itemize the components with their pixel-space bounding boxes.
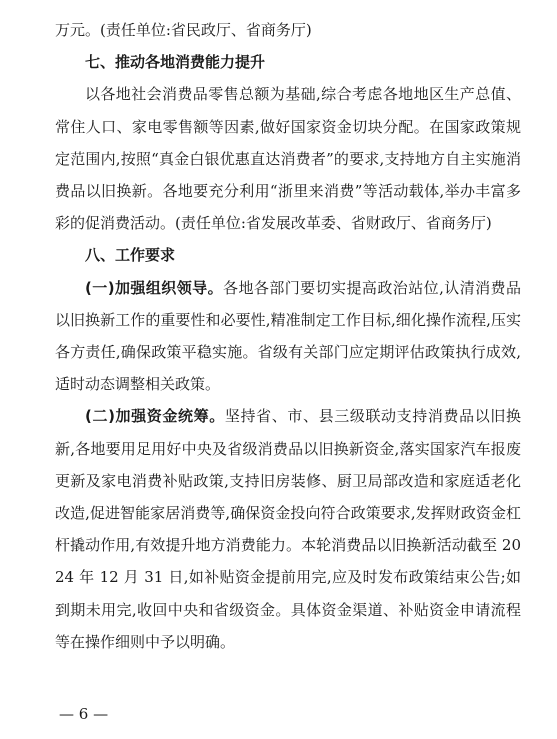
section-7-heading: 七、推动各地消费能力提升 [85,53,266,72]
section-8-item-1-body: 各地各部门要切实提高政治站位,认清消费品以旧换新工作的重要性和必要性,精准制定工作目标,细化操作流程,压实各方责任,确保政策平稳实施。省级有关部门应定期评估政策执行成效,适时动态调整相关政策。 [55,278,521,394]
section-8-item-2-lead: (二)加强资金统筹。 [85,407,225,426]
section-8-item-1-lead: (一)加强组织领导。 [85,278,224,297]
page-number: — 6 — [59,705,109,723]
section-8-item-2-paragraph [55,400,521,658]
section-8-item-2-body: 坚持省、市、县三级联动支持消费品以旧换新,各地要用足用好中央及省级消费品以旧换新资金,落实国家汽车报废更新及家电消费补贴政策,支持旧房装修、厨卫局部改造和家庭适老化改造,促进智能家居消费等,确保资金投向符合政策要求,发挥财政资金杠杆撬动作用,有效提升地方消费能力。本轮消费品以旧换新活动截至 2024 年 12 月 31 日,如补贴资金提前用完,应及时发布政策结束公告;如到期未用完,收回中央和省级资金。具体资金渠道、补贴资金申请流程等在操作细则中予以明确。 [55,407,521,651]
section-8-item-1-paragraph [55,272,521,401]
document-body [55,14,521,658]
section-8-heading: 八、工作要求 [85,246,176,265]
section-7-paragraph: 以各地社会消费品零售总额为基础,综合考虑各地地区生产总值、常住人口、家电零售额等因素,做好国家资金切块分配。在国家政策规定范围内,按照“真金白银优惠直达消费者”的要求,支持地方自主实施消费品以旧换新。各地要充分利用“浙里来消费”等活动载体,举办丰富多彩的促消费活动。(责任单位:省发展改革委、省财政厅、省商务厅) [55,85,521,233]
continuation-paragraph: 万元。(责任单位:省民政厅、省商务厅) [55,21,312,39]
